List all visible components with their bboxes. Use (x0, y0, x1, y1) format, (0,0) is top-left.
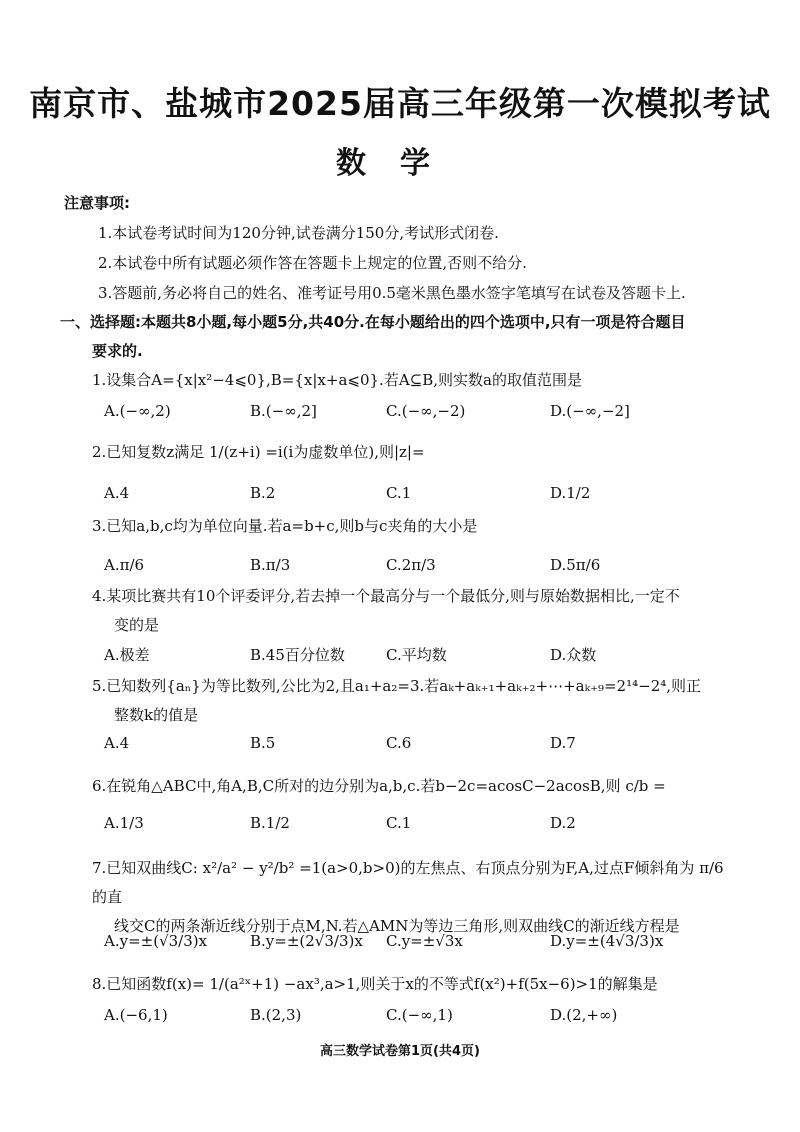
option-d: D.(−∞,−2] (550, 402, 630, 420)
option-d: D.1/2 (550, 484, 591, 502)
question-stem-continued: 整数k的值是 (114, 706, 199, 724)
question-3-options (104, 556, 724, 582)
option-a: A.π/6 (104, 556, 145, 574)
question-4-options (104, 644, 724, 670)
option-c: C.1 (386, 814, 412, 832)
question-stem: 6.在锐角△ABC中,角A,B,C所对的边分别为a,b,c.若b−2c=acosC−2acosB,则 c/b = (92, 777, 666, 795)
exam-title: 南京市、盐城市2025届高三年级第一次模拟考试 (29, 84, 771, 123)
question-8-options (104, 1006, 724, 1032)
option-b: B.(−∞,2] (250, 402, 317, 420)
question-8-stem (92, 970, 732, 999)
question-5-options (104, 734, 724, 760)
question-stem: 3.已知a,b,c均为单位向量.若a=b+c,则b与c夹角的大小是 (92, 517, 478, 535)
option-b: B.5 (250, 734, 276, 752)
question-stem-continued: 变的是 (114, 616, 160, 634)
question-6-options (104, 814, 724, 840)
option-d: D.众数 (550, 646, 597, 664)
option-a: A.1/3 (104, 814, 144, 832)
option-d: D.(2,+∞) (550, 1006, 618, 1024)
option-a: A.(−∞,2) (104, 402, 171, 420)
option-d: D.7 (550, 734, 576, 752)
question-4-stem (92, 582, 732, 640)
option-c: C.y=±√3x (386, 932, 463, 950)
option-c: C.平均数 (386, 646, 447, 664)
notes-heading: 注意事项: (64, 194, 130, 212)
note-item: 1.本试卷考试时间为120分钟,试卷满分150分,考试形式闭卷. (98, 224, 499, 242)
option-b: B.π/3 (250, 556, 291, 574)
question-1-options (104, 402, 724, 428)
option-b: B.(2,3) (250, 1006, 302, 1024)
option-c: C.(−∞,1) (386, 1006, 453, 1024)
option-d: D.5π/6 (550, 556, 601, 574)
page-footer: 高三数学试卷第1页(共4页) (320, 1044, 480, 1059)
option-c: C.6 (386, 734, 412, 752)
question-stem: 4.某项比赛共有10个评委评分,若去掉一个最高分与一个最低分,则与原始数据相比,一定不 (92, 587, 680, 605)
exam-subject: 数学 (336, 146, 464, 181)
note-item: 2.本试卷中所有试题必须作答在答题卡上规定的位置,否则不给分. (98, 254, 527, 272)
option-a: A.4 (104, 484, 130, 502)
question-5-stem (92, 672, 732, 730)
option-b: B.1/2 (250, 814, 290, 832)
option-c: C.(−∞,−2) (386, 402, 466, 420)
question-2-options (104, 484, 724, 510)
question-stem: 1.设集合A={x|x²−4⩽0},B={x|x+a⩽0}.若A⊆B,则实数a的取值范围是 (92, 371, 582, 389)
question-1-stem (92, 366, 732, 395)
option-c: C.1 (386, 484, 412, 502)
question-6-stem (92, 772, 732, 801)
question-3-stem (92, 512, 732, 541)
option-b: B.2 (250, 484, 276, 502)
section-heading-line2: 要求的. (92, 342, 143, 360)
option-d: D.y=±(4√3/3)x (550, 932, 664, 950)
option-a: A.y=±(√3/3)x (104, 932, 208, 950)
question-2-stem (92, 438, 732, 467)
note-item: 3.答题前,务必将自己的姓名、准考证号用0.5毫米黑色墨水签字笔填写在试卷及答题卡上. (98, 284, 686, 302)
option-c: C.2π/3 (386, 556, 436, 574)
section-heading (60, 308, 730, 366)
option-a: A.(−6,1) (104, 1006, 168, 1024)
option-b: B.45百分位数 (250, 646, 345, 664)
option-a: A.4 (104, 734, 130, 752)
question-stem: 8.已知函数f(x)= 1/(a²ˣ+1) −ax³,a>1,则关于x的不等式f(x²)+f(5x−6)>1的解集是 (92, 975, 658, 993)
question-7-stem (92, 854, 732, 941)
section-heading-line1: 一、选择题:本题共8小题,每小题5分,共40分.在每小题给出的四个选项中,只有一项是符合题目 (60, 313, 686, 331)
question-stem: 5.已知数列{aₙ}为等比数列,公比为2,且a₁+a₂=3.若aₖ+aₖ₊₁+aₖ₊₂+⋯+aₖ₊₉=2¹⁴−2⁴,则正 (92, 677, 702, 695)
option-d: D.2 (550, 814, 576, 832)
question-stem-continued: 线交C的两条渐近线分别于点M,N.若△AMN为等边三角形,则双曲线C的渐近线方程是 (114, 917, 680, 935)
question-stem: 7.已知双曲线C: x²/a² − y²/b² =1(a>0,b>0)的左焦点、右顶点分别为F,A,过点F倾斜角为 π/6 的直 (92, 859, 724, 906)
option-b: B.y=±(2√3/3)x (250, 932, 363, 950)
option-a: A.极差 (104, 646, 150, 664)
question-7-options (104, 932, 724, 958)
question-stem: 2.已知复数z满足 1/(z+i) =i(i为虚数单位),则|z|= (92, 443, 425, 461)
